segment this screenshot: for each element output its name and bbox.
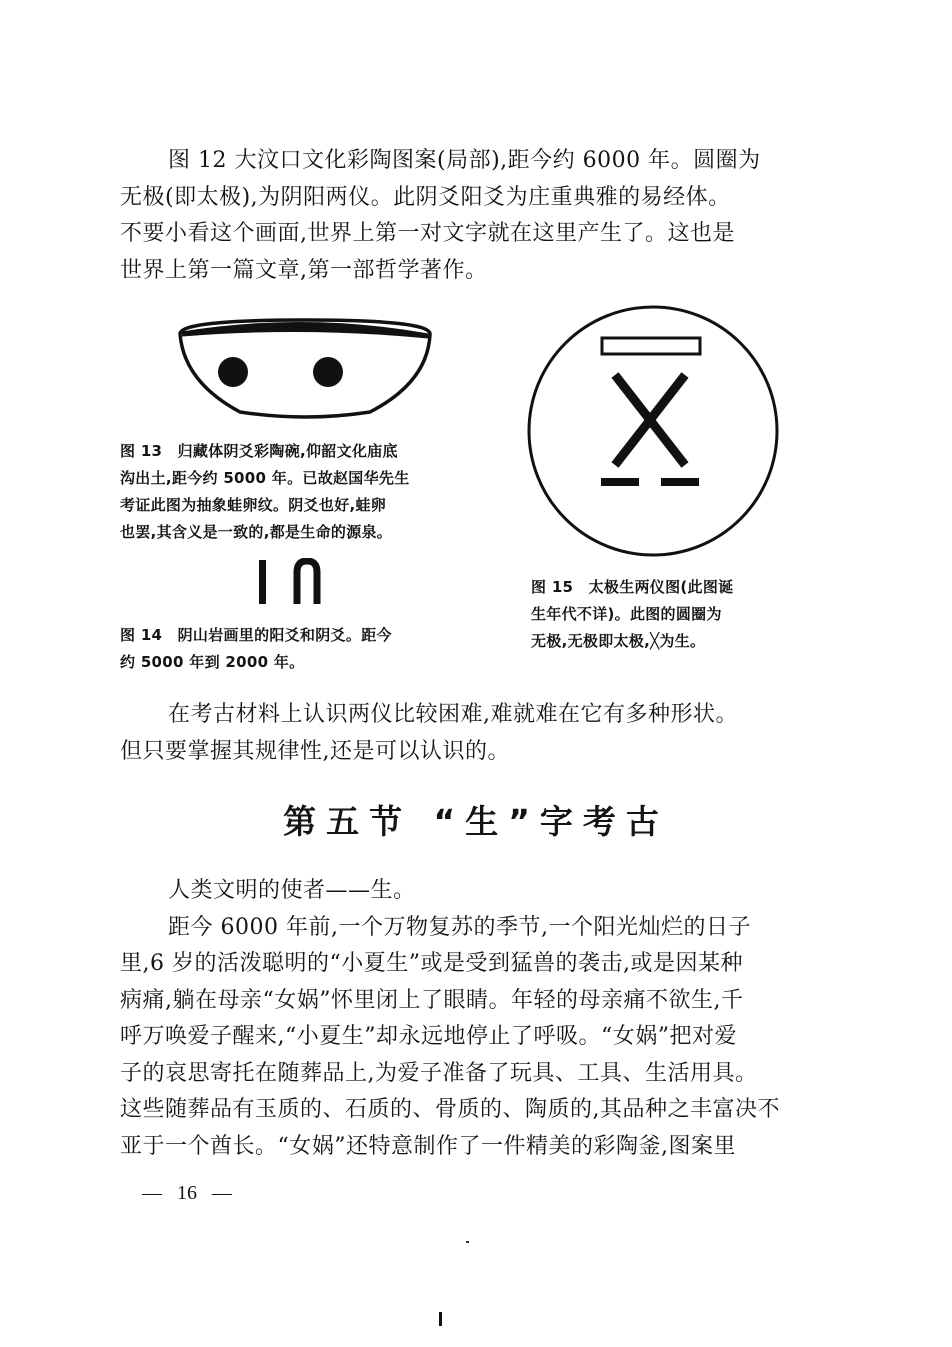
body-line-8: 亚于一个酋长。“女娲”还特意制作了一件精美的彩陶釜,图案里: [120, 1133, 736, 1159]
body-line-5: 呼万唤爱子醒来,“小夏生”却永远地停止了呼吸。“女娲”把对爱: [120, 1024, 737, 1049]
bowl-dot-right: [313, 357, 343, 387]
body-line-3: 里,6 岁的活泼聪明的“小夏生”或是受到猛兽的袭击,或是因某种: [120, 951, 743, 976]
fig14-caption-line-2: 约 5000 年到 2000 年。: [120, 653, 305, 671]
fig13-caption-line-4: 也罢,其含义是一致的,都是生命的源泉。: [120, 523, 393, 541]
section-heading: 第五节 “生”字考古: [283, 802, 669, 841]
body-paragraphs: [120, 873, 840, 1165]
second-line-2: 但只要掌握其规律性,还是可以认识的。: [120, 738, 510, 764]
intro-line-1: 图 12 大汶口文化彩陶图案(局部),距今约 6000 年。圆圈为: [168, 148, 761, 173]
body-line-4: 病痛,躺在母亲“女娲”怀里闭上了眼睛。年轻的母亲痛不欲生,千: [120, 987, 744, 1013]
yin-yao-arch: [297, 561, 317, 604]
intro-line-4: 世界上第一篇文章,第一部哲学著作。: [120, 257, 488, 283]
figure14-yao-image: [255, 558, 335, 608]
yin-bar-left: [601, 478, 639, 486]
fig14-caption-line-1: 图 14 阴山岩画里的阳爻和阴爻。距今: [120, 626, 392, 644]
figure13-bowl-image: [170, 312, 440, 427]
body-line-6: 子的哀思寄托在随葬品上,为爱子准备了玩具、工具、生活用具。: [120, 1060, 758, 1086]
bowl-rim-band: [182, 324, 428, 336]
figure15-taiji-image: [525, 303, 785, 563]
intro-line-2: 无极(即太极),为阴阳两仪。此阴爻阳爻为庄重典雅的易经体。: [120, 184, 731, 210]
second-line-1: 在考古材料上认识两仪比较困难,难就难在它有多种形状。: [168, 702, 738, 727]
intro-line-3: 不要小看这个画面,世界上第一对文字就在这里产生了。这也是: [120, 221, 735, 246]
yin-bar-right: [661, 478, 699, 486]
fig13-caption-line-1: 图 13 归藏体阴爻彩陶碗,仰韶文化庙底: [120, 442, 398, 460]
fig15-caption-line-2: 生年代不详)。此图的圆圈为: [531, 605, 722, 623]
body-line-2: 距今 6000 年前,一个万物复苏的季节,一个阳光灿烂的日子: [168, 914, 751, 940]
fig15-caption-line-3: 无极,无极即太极,╳为生。: [531, 632, 706, 650]
fig13-caption-line-3: 考证此图为抽象蛙卵纹。阴爻也好,蛙卵: [120, 496, 387, 514]
intro-paragraph: [120, 143, 840, 289]
yang-bar-outline: [602, 338, 700, 354]
figure13-caption: [120, 438, 410, 546]
fig15-caption-line-1: 图 15 太极生两仪图(此图诞: [531, 578, 734, 596]
scan-speck: [466, 1241, 469, 1243]
figure15-caption: [531, 574, 733, 655]
body-line-1: 人类文明的使者——生。: [168, 878, 416, 903]
bowl-dot-left: [218, 357, 248, 387]
yang-yao-stroke: [259, 560, 266, 604]
scan-mark: [439, 1312, 442, 1326]
page-number: — 16 —: [142, 1182, 232, 1204]
second-paragraph: [120, 697, 840, 770]
body-line-7: 这些随葬品有玉质的、石质的、骨质的、陶质的,其品种之丰富决不: [120, 1097, 780, 1122]
figure14-caption: [120, 622, 392, 676]
fig13-caption-line-2: 沟出土,距今约 5000 年。已故赵国华先生: [120, 469, 410, 487]
